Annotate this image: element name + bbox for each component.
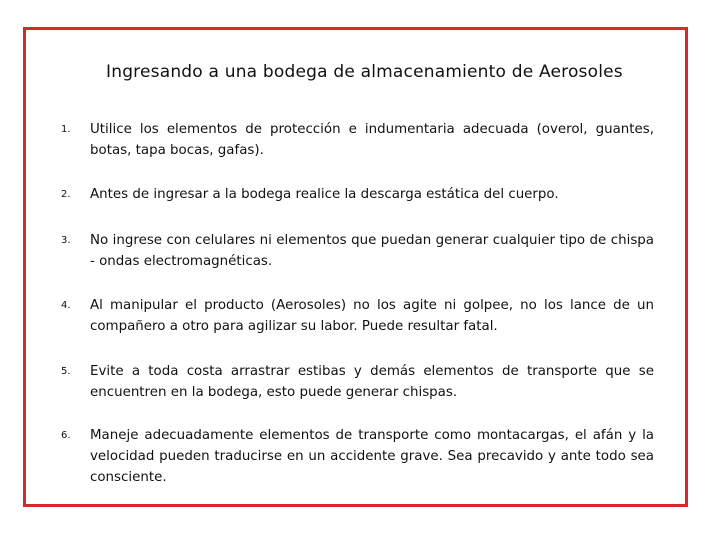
item-text: Antes de ingresar a la bodega realice la descarga estática del cuerpo. [90,187,559,202]
slide-title: Ingresando a una bodega de almacenamiento de Aerosoles [106,62,623,82]
item-text: Utilice los elementos de protección e indumentaria adecuada (overol, guantes, botas, tapa bocas, gafas). [90,122,654,158]
item-number: 1. [61,124,71,135]
slide-frame [23,27,688,507]
item-number: 3. [61,235,71,246]
item-number: 6. [61,430,71,441]
item-number: 4. [61,300,71,311]
item-number: 5. [61,366,71,377]
item-text: No ingrese con celulares ni elementos que puedan generar cualquier tipo de chispa - ondas electromagnéticas. [90,233,654,269]
item-text: Al manipular el producto (Aerosoles) no los agite ni golpee, no los lance de un compañero a otro para agilizar su labor. Puede resultar fatal. [90,298,654,334]
item-number: 2. [61,189,71,200]
item-text: Maneje adecuadamente elementos de transporte como montacargas, el afán y la velocidad pueden traducirse en un accidente grave. Sea precavido y ante todo sea consciente. [90,428,654,485]
item-text: Evite a toda costa arrastrar estibas y demás elementos de transporte que se encuentren en la bodega, esto puede generar chispas. [90,364,654,400]
